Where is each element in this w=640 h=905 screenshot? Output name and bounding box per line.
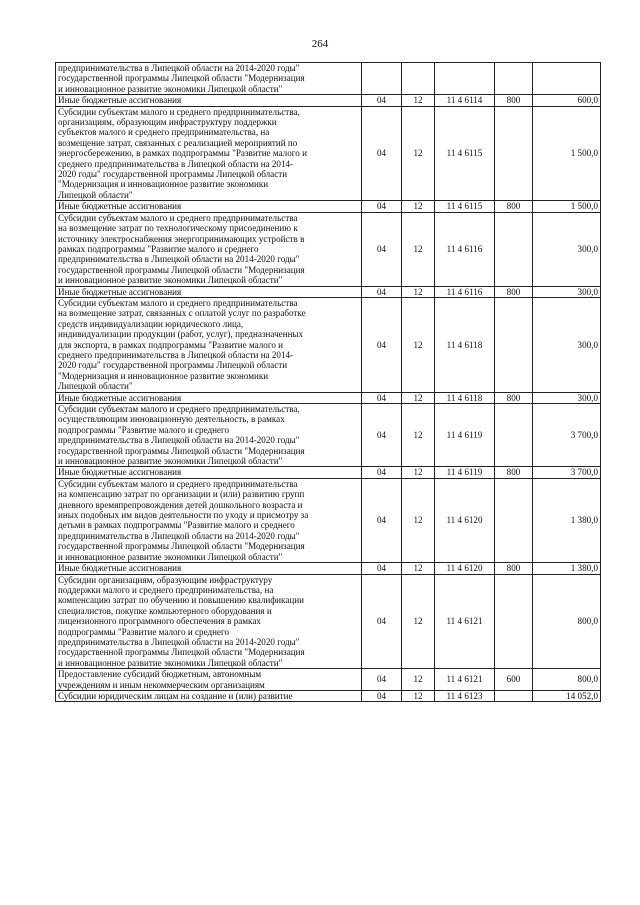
expense-type-cell: 800 xyxy=(495,392,533,403)
table-row xyxy=(56,95,601,106)
expense-type-cell: 800 xyxy=(495,563,533,574)
target-article-cell: 11 4 6119 xyxy=(435,404,495,467)
target-article-cell: 11 4 6116 xyxy=(435,212,495,286)
expenditure-name-cell: Субсидии субъектам малого и среднего предпринимательства на компенсацию затрат по организации и (или) развитию групп дневного времяпрепровождения детей дошкольного возраста и иных подобных им видов деятельности по уходу и присмотру за детьми в рамках подпрограммы "Развитие малого и среднего предпринимательства в Липецкой области на 2014-2020 годы" государственной программы Липецкой области "Модернизация и инновационное развитие экономики Липецкой области" xyxy=(56,478,362,562)
amount-cell: 300,0 xyxy=(533,392,601,403)
amount-cell: 800,0 xyxy=(533,574,601,669)
section-cell xyxy=(362,63,402,95)
expense-type-cell: 800 xyxy=(495,467,533,478)
expense-type-cell: 800 xyxy=(495,201,533,212)
expenditure-name-cell: предпринимательства в Липецкой области на 2014-2020 годы" государственной программы Липецкой области "Модернизация и инновационное развитие экономики Липецкой области" xyxy=(56,63,362,95)
budget-table xyxy=(55,62,601,702)
section-cell: 04 xyxy=(362,212,402,286)
expense-type-cell xyxy=(495,297,533,392)
table-row xyxy=(56,63,601,95)
table-row xyxy=(56,563,601,574)
table-row xyxy=(56,201,601,212)
target-article-cell: 11 4 6116 xyxy=(435,286,495,297)
section-cell: 04 xyxy=(362,478,402,562)
section-cell: 04 xyxy=(362,404,402,467)
section-cell: 04 xyxy=(362,392,402,403)
amount-cell: 3 700,0 xyxy=(533,404,601,467)
expense-type-cell xyxy=(495,106,533,201)
subsection-cell: 12 xyxy=(402,574,435,669)
amount-cell: 3 700,0 xyxy=(533,467,601,478)
amount-cell: 300,0 xyxy=(533,212,601,286)
expense-type-cell: 800 xyxy=(495,286,533,297)
amount-cell: 1 500,0 xyxy=(533,201,601,212)
target-article-cell: 11 4 6115 xyxy=(435,201,495,212)
subsection-cell: 12 xyxy=(402,201,435,212)
table-row xyxy=(56,669,601,691)
subsection-cell: 12 xyxy=(402,467,435,478)
section-cell: 04 xyxy=(362,297,402,392)
target-article-cell: 11 4 6115 xyxy=(435,106,495,201)
amount-cell xyxy=(533,63,601,95)
subsection-cell: 12 xyxy=(402,690,435,701)
expenditure-name-cell: Иные бюджетные ассигнования xyxy=(56,201,362,212)
subsection-cell: 12 xyxy=(402,669,435,691)
expenditure-name-cell: Субсидии субъектам малого и среднего предпринимательства на возмещение затрат, связанных с оплатой услуг по разработке средств индивидуализации юридического лица, индивидуализации продукции (работ, услуг), предназначенных для экспорта, в рамках подпрограммы "Развитие малого и среднего предпринимательства в Липецкой области на 2014- 2020 годы" государственной программы Липецкой области "Модернизация и инновационное развитие экономики Липецкой области" xyxy=(56,297,362,392)
table-row xyxy=(56,467,601,478)
target-article-cell: 11 4 6121 xyxy=(435,669,495,691)
expenditure-name-cell: Иные бюджетные ассигнования xyxy=(56,95,362,106)
target-article-cell: 11 4 6119 xyxy=(435,467,495,478)
table-row xyxy=(56,106,601,201)
subsection-cell xyxy=(402,63,435,95)
expenditure-name-cell: Иные бюджетные ассигнования xyxy=(56,286,362,297)
target-article-cell: 11 4 6114 xyxy=(435,95,495,106)
section-cell: 04 xyxy=(362,574,402,669)
subsection-cell: 12 xyxy=(402,404,435,467)
target-article-cell: 11 4 6118 xyxy=(435,297,495,392)
expense-type-cell xyxy=(495,63,533,95)
section-cell: 04 xyxy=(362,669,402,691)
amount-cell: 600,0 xyxy=(533,95,601,106)
expense-type-cell: 800 xyxy=(495,95,533,106)
subsection-cell: 12 xyxy=(402,297,435,392)
section-cell: 04 xyxy=(362,286,402,297)
amount-cell: 14 052,0 xyxy=(533,690,601,701)
subsection-cell: 12 xyxy=(402,392,435,403)
section-cell: 04 xyxy=(362,690,402,701)
section-cell: 04 xyxy=(362,467,402,478)
table-row xyxy=(56,690,601,701)
subsection-cell: 12 xyxy=(402,106,435,201)
expenditure-name-cell: Предоставление субсидий бюджетным, автономным учреждениям и иным некоммерческим организациям xyxy=(56,669,362,691)
subsection-cell: 12 xyxy=(402,563,435,574)
expenditure-name-cell: Иные бюджетные ассигнования xyxy=(56,392,362,403)
table-row xyxy=(56,574,601,669)
section-cell: 04 xyxy=(362,563,402,574)
page-number: 264 xyxy=(311,38,329,50)
section-cell: 04 xyxy=(362,201,402,212)
target-article-cell: 11 4 6121 xyxy=(435,574,495,669)
target-article-cell: 11 4 6120 xyxy=(435,563,495,574)
expenditure-name-cell: Субсидии субъектам малого и среднего предпринимательства на возмещение затрат по технологическому присоединению к источнику электроснабжения энергопринимающих устройств в рамках подпрограммы "Развитие малого и среднего предпринимательства в Липецкой области на 2014-2020 годы" государственной программы Липецкой области "Модернизация и инновационное развитие экономики Липецкой области" xyxy=(56,212,362,286)
expenditure-name-cell: Субсидии юридическим лицам на создание и (или) развитие xyxy=(56,690,362,701)
expenditure-name-cell: Иные бюджетные ассигнования xyxy=(56,563,362,574)
expense-type-cell xyxy=(495,478,533,562)
expenditure-name-cell: Субсидии субъектам малого и среднего предпринимательства, организациям, образующим инфраструктуру поддержки субъектов малого и среднего предпринимательства, на возмещение затрат, связанных с реализацией мероприятий по энергосбережению, в рамках подпрограммы "Развитие малого и среднего предпринимательства в Липецкой области на 2014- 2020 годы" государственной программы Липецкой области "Модернизация и инновационное развитие экономики Липецкой области" xyxy=(56,106,362,201)
table-row xyxy=(56,297,601,392)
expense-type-cell xyxy=(495,690,533,701)
target-article-cell: 11 4 6118 xyxy=(435,392,495,403)
section-cell: 04 xyxy=(362,95,402,106)
expenditure-name-cell: Иные бюджетные ассигнования xyxy=(56,467,362,478)
subsection-cell: 12 xyxy=(402,478,435,562)
subsection-cell: 12 xyxy=(402,212,435,286)
amount-cell: 1 380,0 xyxy=(533,478,601,562)
table-row xyxy=(56,212,601,286)
target-article-cell xyxy=(435,63,495,95)
amount-cell: 300,0 xyxy=(533,286,601,297)
expenditure-name-cell: Субсидии субъектам малого и среднего предпринимательства, осуществляющим инновационную деятельность, в рамках подпрограммы "Развитие малого и среднего предпринимательства в Липецкой области на 2014-2020 годы" государственной программы Липецкой области "Модернизация и инновационное развитие экономики Липецкой области" xyxy=(56,404,362,467)
table-row xyxy=(56,478,601,562)
amount-cell: 800,0 xyxy=(533,669,601,691)
amount-cell: 1 500,0 xyxy=(533,106,601,201)
table-row xyxy=(56,286,601,297)
target-article-cell: 11 4 6120 xyxy=(435,478,495,562)
expense-type-cell xyxy=(495,574,533,669)
subsection-cell: 12 xyxy=(402,286,435,297)
table-row xyxy=(56,392,601,403)
table-row xyxy=(56,404,601,467)
target-article-cell: 11 4 6123 xyxy=(435,690,495,701)
expense-type-cell xyxy=(495,404,533,467)
expenditure-name-cell: Субсидии организациям, образующим инфраструктуру поддержки малого и среднего предпринимательства, на компенсацию затрат по обучению и повышению квалификации специалистов, покупке компьютерного оборудования и лицензионного программного обеспечения в рамках подпрограммы "Развитие малого и среднего предпринимательства в Липецкой области на 2014-2020 годы" государственной программы Липецкой области "Модернизация и инновационное развитие экономики Липецкой области" xyxy=(56,574,362,669)
expense-type-cell xyxy=(495,212,533,286)
section-cell: 04 xyxy=(362,106,402,201)
amount-cell: 1 380,0 xyxy=(533,563,601,574)
subsection-cell: 12 xyxy=(402,95,435,106)
amount-cell: 300,0 xyxy=(533,297,601,392)
expense-type-cell: 600 xyxy=(495,669,533,691)
